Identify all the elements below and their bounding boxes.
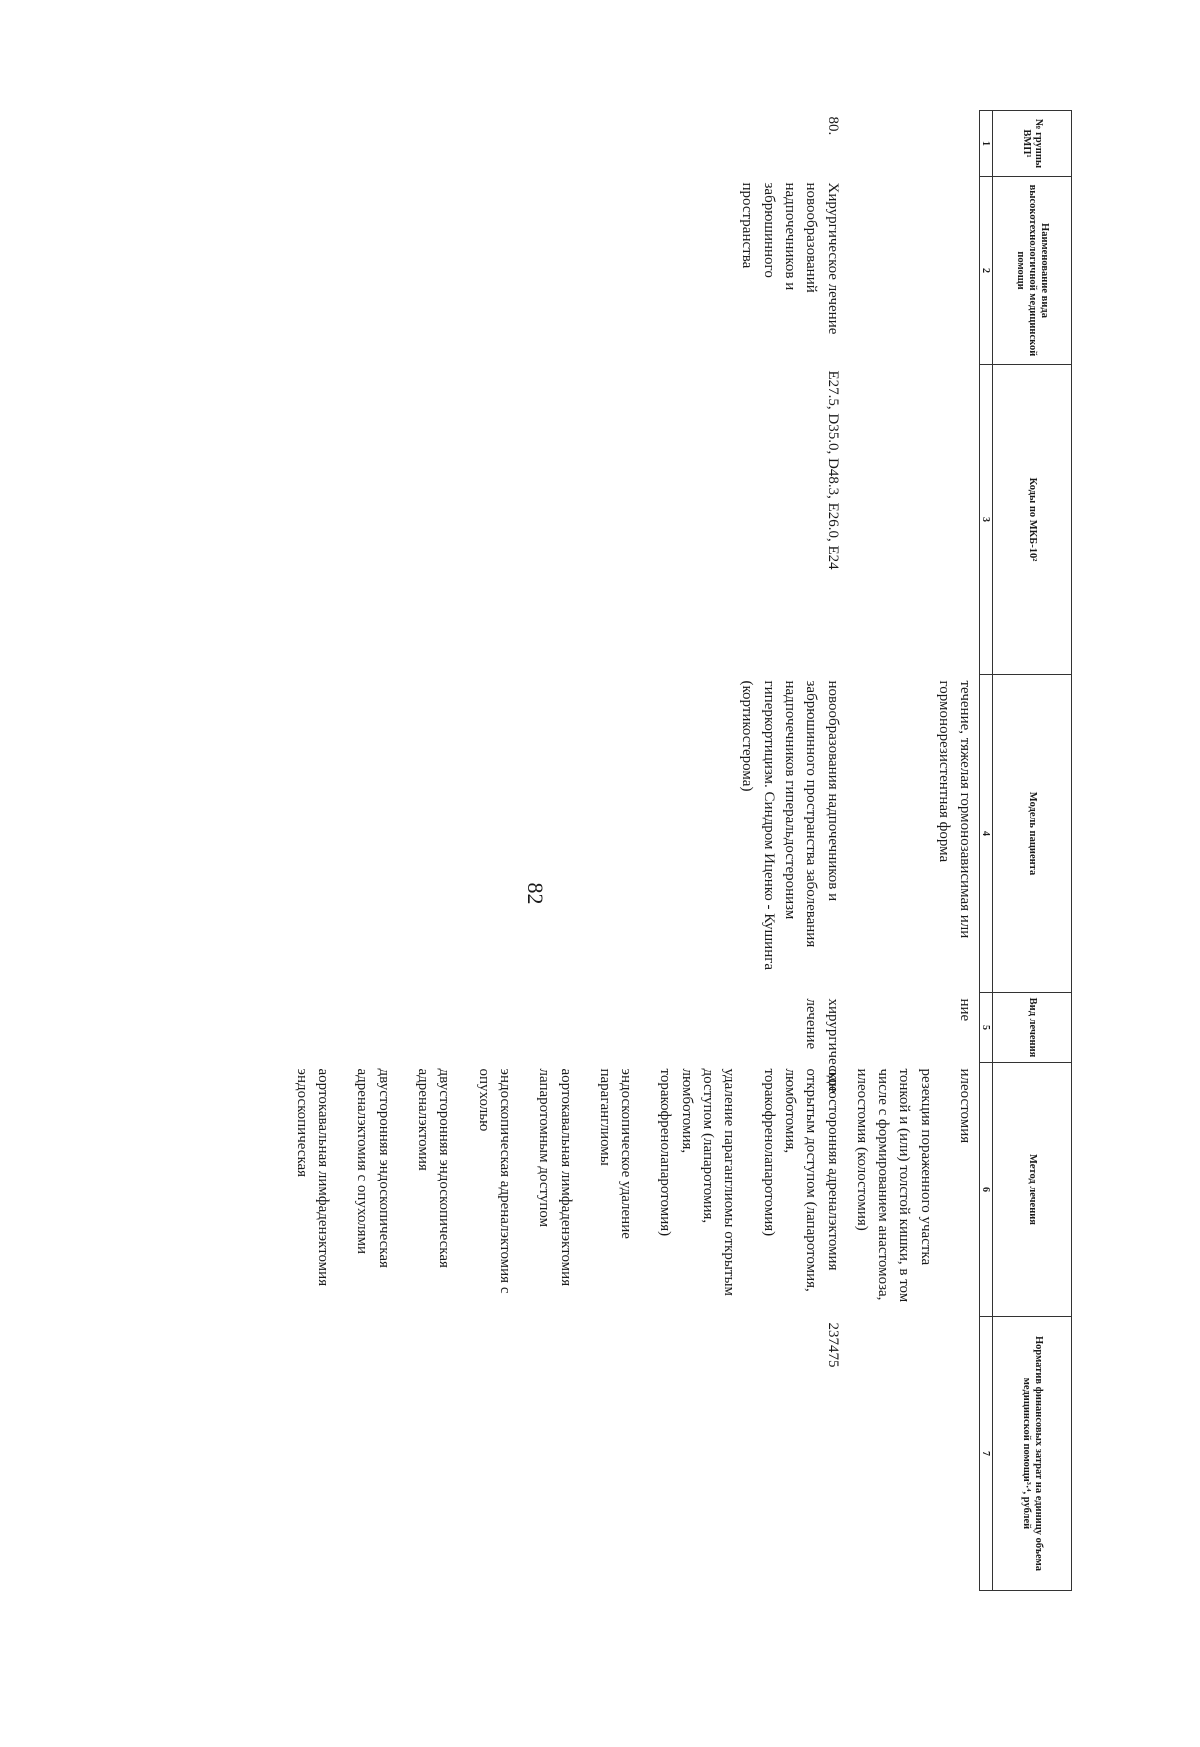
method-item: двусторонняя эндоскопическая адреналэктомия — [415, 1068, 453, 1268]
column-number: 2 — [980, 177, 993, 365]
header-treatment-type: Вид лечения — [993, 993, 1072, 1063]
cell-name — [847, 177, 980, 365]
header-cost: Норматив финансовых затрат на единицу объема медицинской помощи³·⁴, рублей — [993, 1317, 1072, 1591]
method-item: односторонняя адреналэктомия открытым доступом (лапаротомия, люмботомия, торакофренолапаротомия) — [760, 1068, 841, 1292]
page-number: 82 — [523, 882, 548, 905]
column-number: 3 — [980, 365, 993, 675]
cell-group — [847, 111, 980, 177]
method-item: аортокавальная лимфаденэктомия лапаротомным доступом — [536, 1068, 574, 1287]
cell-methods — [847, 1063, 980, 1317]
header-model: Модель пациента — [993, 675, 1072, 993]
column-number: 7 — [980, 1317, 993, 1591]
header-row — [993, 111, 1072, 1591]
cell-cost: 237475 — [824, 1322, 841, 1368]
cell-treatment-type: хирургическое лечение — [803, 998, 841, 1093]
cell-treatment-type: ние — [957, 998, 973, 1022]
cell-group: 80. — [824, 116, 841, 136]
column-number: 6 — [980, 1063, 993, 1317]
cell-model: течение, тяжелая гормонозависимая или гормонорезистентная форма — [935, 680, 973, 939]
cell-methods — [287, 1063, 847, 1317]
method-item: удаление параганглиомы открытым доступом (лапаротомия, люмботомия, торакофренолапаротомия) — [657, 1068, 738, 1297]
method-item: аортокавальная лимфаденэктомия эндоскопическая — [293, 1068, 332, 1287]
cell-codes — [847, 365, 980, 675]
method-item: эндоскопическая адреналэктомия с опухолью — [475, 1068, 513, 1294]
header-group: № группы ВМП¹ — [993, 111, 1072, 177]
cell-cost — [847, 1317, 980, 1591]
header-method: Метод лечения — [993, 1063, 1072, 1317]
vmp-table — [287, 110, 1072, 1591]
method-item: илеостомия — [957, 1068, 973, 1144]
column-number: 5 — [980, 993, 993, 1063]
cell-codes: E27.5, D35.0, D48.3, E26.0, E24 — [824, 370, 841, 570]
method-item: резекция пораженного участка тонкой и (или) толстой кишки, в том числе с формированием анастомоза, илеостомия (колостомия) — [853, 1068, 934, 1303]
column-number-row — [980, 111, 993, 1591]
table-row — [847, 111, 980, 1591]
method-item: двусторонняя эндоскопическая адреналэктомия с опухолями — [354, 1068, 392, 1268]
table-row — [287, 111, 847, 1591]
column-number: 4 — [980, 675, 993, 993]
header-codes: Коды по МКБ-10² — [993, 365, 1072, 675]
cell-name: Хирургическое лечение новообразований надпочечников и забрюшинного пространства — [739, 182, 841, 335]
table-wrapper — [287, 110, 1072, 1590]
column-number: 1 — [980, 111, 993, 177]
cell-model: новообразования надпочечников и забрюшинного пространства заболевания надпочечников гиперальдостеронизм гиперкортицизм. Синдром Иценко - Кушинга (кортикостерома) — [739, 680, 841, 971]
header-name: Наименование вида высокотехнологичной медицинской помощи — [993, 177, 1072, 365]
method-item: эндоскопическое удаление параганглиомы — [596, 1068, 635, 1239]
